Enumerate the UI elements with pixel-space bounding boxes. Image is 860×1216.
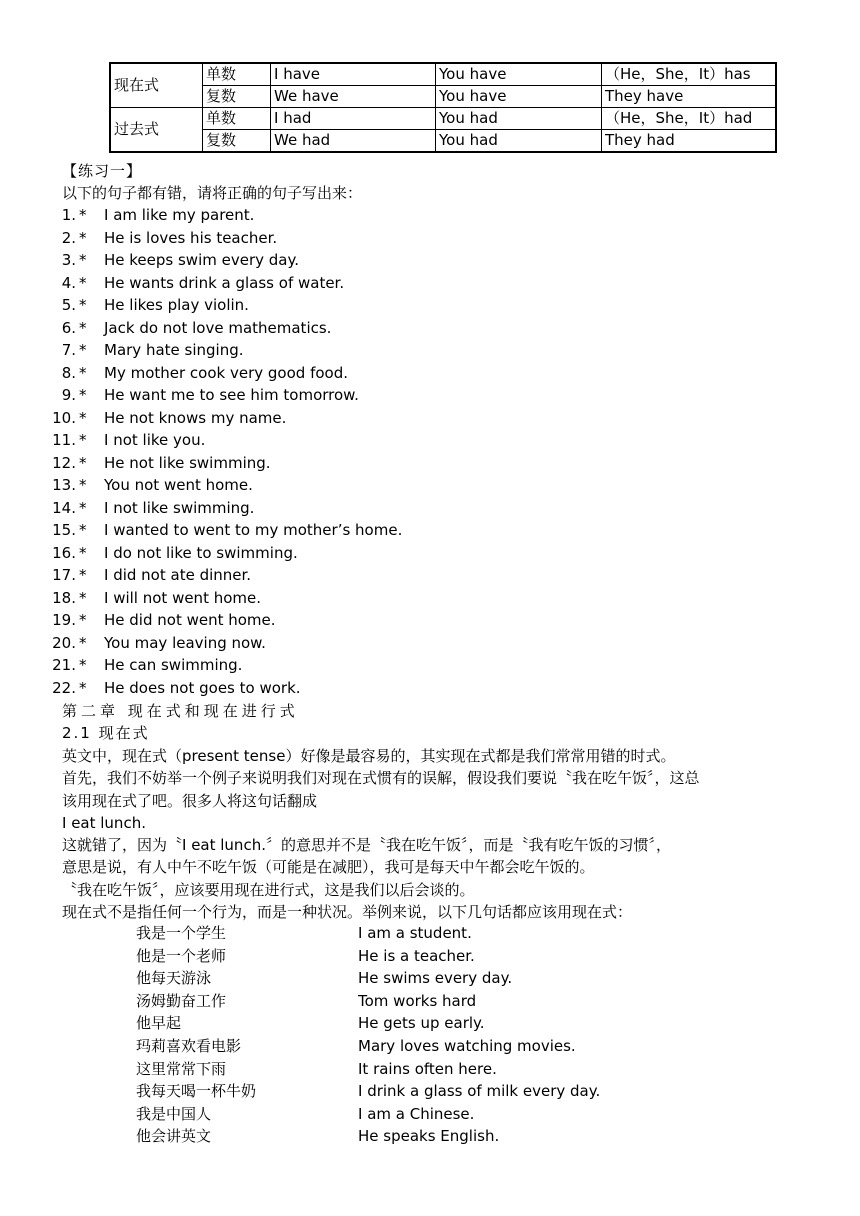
exercise-sentence: I did not ate dinner. [104, 566, 252, 584]
exercise-number: 10. [52, 408, 76, 427]
example-chinese: 我是一个学生 [136, 924, 227, 942]
exercise-heading: 【练习一】 [62, 162, 143, 180]
exercise-sentence: He did not went home. [104, 611, 276, 629]
exercise-number: 16. [52, 543, 76, 562]
example-list [136, 922, 600, 1148]
exercise-number: 17. [52, 566, 76, 584]
exercise-number: 20. [52, 633, 76, 652]
exercise-item [50, 227, 402, 250]
exercise-sentence: He keeps swim every day. [104, 251, 299, 269]
exercise-item [50, 317, 402, 340]
exercise-instruction: 以下的句子都有错，请将正确的句子写出来： [62, 184, 363, 202]
example-row [136, 945, 600, 968]
star-marker: * [79, 566, 87, 584]
second-person-cell: You have [436, 63, 602, 86]
exercise-item [50, 564, 402, 587]
star-marker: * [79, 656, 87, 674]
star-marker: * [79, 408, 87, 427]
exercise-number: 8. [61, 363, 76, 382]
exercise-number: 19. [52, 611, 76, 629]
exercise-item [50, 654, 402, 677]
star-marker: * [79, 296, 87, 314]
exercise-item [50, 542, 402, 565]
example-chinese: 他会讲英文 [136, 1127, 212, 1146]
exercise-sentence: He does not goes to work. [104, 678, 301, 697]
star-marker: * [79, 341, 87, 359]
example-english: Mary loves watching movies. [358, 1036, 576, 1055]
paragraph: 〝我在吃午饭〞，应该要用现在进行式，这是我们以后会谈的。 [62, 881, 475, 899]
exercise-item [50, 204, 402, 227]
example-row [136, 1080, 600, 1103]
example-row [136, 1012, 600, 1035]
exercise-sentence: He not knows my name. [104, 408, 287, 427]
exercise-sentence: He likes play violin. [104, 296, 249, 314]
tense-cell: 现在式 [110, 63, 203, 108]
example-row [136, 967, 600, 990]
star-marker: * [79, 251, 87, 269]
third-person-cell: （He，She，It）has [602, 63, 777, 86]
section-title: 2.1 现在式 [62, 724, 150, 742]
star-marker: * [79, 453, 87, 472]
exercise-number: 3. [61, 251, 76, 269]
exercise-number: 14. [52, 498, 76, 517]
exercise-item [50, 407, 402, 430]
paragraph: 该用现在式了吧。很多人将这句话翻成 [62, 792, 318, 810]
conjugation-table [109, 62, 777, 153]
exercise-sentence: He wants drink a glass of water. [104, 273, 345, 292]
tense-cell: 过去式 [110, 108, 203, 153]
exercise-item [50, 587, 402, 610]
example-row [136, 990, 600, 1013]
paragraph: 这就错了，因为〝I eat lunch.〞的意思并不是〝我在吃午饭〞，而是〝我有吃午饭的习惯〞， [62, 836, 671, 854]
exercise-sentence: I not like swimming. [104, 498, 255, 517]
exercise-number: 22. [52, 678, 76, 697]
exercise-number: 5. [61, 296, 76, 314]
example-english: It rains often here. [358, 1059, 497, 1078]
exercise-item [50, 429, 402, 452]
exercise-list [50, 204, 402, 699]
number-cell: 单数 [203, 63, 271, 86]
star-marker: * [79, 521, 87, 539]
second-person-cell: You had [436, 130, 602, 153]
example-english: Tom works hard [358, 991, 477, 1010]
exercise-number: 15. [52, 521, 76, 539]
example-chinese: 他每天游泳 [136, 969, 212, 988]
example-chinese: 汤姆勤奋工作 [136, 991, 227, 1010]
exercise-number: 7. [61, 341, 76, 359]
star-marker: * [79, 633, 87, 652]
example-chinese: 这里常常下雨 [136, 1059, 227, 1078]
number-cell: 单数 [203, 108, 271, 130]
example-chinese: 我每天喝一杯牛奶 [136, 1082, 257, 1101]
exercise-item [50, 362, 402, 385]
exercise-item [50, 632, 402, 655]
paragraph: 意思是说，有人中午不吃午饭（可能是在减肥），我可是每天中午都会吃午饭的。 [62, 858, 595, 876]
exercise-number: 11. [52, 431, 76, 449]
exercise-item [50, 294, 402, 317]
star-marker: * [79, 206, 87, 224]
example-row [136, 922, 600, 945]
table-row [110, 86, 776, 108]
example-row [136, 1103, 600, 1126]
exercise-sentence: I not like you. [104, 431, 206, 449]
exercise-item [50, 249, 402, 272]
example-row [136, 1058, 600, 1081]
star-marker: * [79, 476, 87, 494]
star-marker: * [79, 273, 87, 292]
exercise-item [50, 452, 402, 475]
exercise-sentence: He not like swimming. [104, 453, 271, 472]
exercise-item [50, 272, 402, 295]
exercise-item [50, 609, 402, 632]
exercise-number: 18. [52, 588, 76, 607]
star-marker: * [79, 363, 87, 382]
exercise-sentence: I wanted to went to my mother’s home. [104, 521, 403, 539]
first-person-cell: We had [271, 130, 436, 153]
example-chinese: 他是一个老师 [136, 946, 227, 965]
number-cell: 复数 [203, 86, 271, 108]
paragraph: 首先，我们不妨举一个例子来说明我们对现在式惯有的误解，假设我们要说〝我在吃午饭〞，这总 [62, 769, 700, 787]
example-english: He speaks English. [358, 1127, 500, 1146]
example-english: I drink a glass of milk every day. [358, 1082, 601, 1101]
exercise-number: 9. [61, 386, 76, 404]
exercise-sentence: I do not like to swimming. [104, 543, 298, 562]
exercise-item [50, 339, 402, 362]
star-marker: * [79, 543, 87, 562]
exercise-sentence: You not went home. [104, 476, 253, 494]
table-row [110, 63, 776, 86]
exercise-sentence: Jack do not love mathematics. [104, 318, 332, 337]
paragraph: 英文中，现在式（present tense）好像是最容易的，其实现在式都是我们常常用错的时式。 [62, 747, 676, 765]
example-chinese: 玛莉喜欢看电影 [136, 1036, 242, 1055]
first-person-cell: I had [271, 108, 436, 130]
second-person-cell: You have [436, 86, 602, 108]
first-person-cell: I have [271, 63, 436, 86]
exercise-sentence: My mother cook very good food. [104, 363, 348, 382]
exercise-sentence: I will not went home. [104, 588, 262, 607]
exercise-item [50, 677, 402, 700]
example-english: I am a Chinese. [358, 1104, 475, 1123]
second-person-cell: You had [436, 108, 602, 130]
exercise-item [50, 474, 402, 497]
example-english: I am a student. [358, 924, 472, 942]
number-cell: 复数 [203, 130, 271, 153]
exercise-number: 6. [61, 318, 76, 337]
third-person-cell: （He，She，It）had [602, 108, 777, 130]
exercise-item [50, 384, 402, 407]
example-chinese: 他早起 [136, 1014, 182, 1033]
third-person-cell: They had [602, 130, 777, 153]
example-english: He swims every day. [358, 969, 513, 988]
exercise-sentence: I am like my parent. [104, 206, 255, 224]
star-marker: * [79, 498, 87, 517]
exercise-number: 13. [52, 476, 76, 494]
exercise-item [50, 519, 402, 542]
exercise-sentence: He want me to see him tomorrow. [104, 386, 359, 404]
star-marker: * [79, 386, 87, 404]
star-marker: * [79, 588, 87, 607]
exercise-sentence: He is loves his teacher. [104, 228, 278, 247]
paragraph: 现在式不是指任何一个行为，而是一种状况。举例来说，以下几句话都应该用现在式： [62, 903, 633, 921]
paragraph: I eat lunch. [62, 814, 146, 832]
first-person-cell: We have [271, 86, 436, 108]
example-english: He is a teacher. [358, 946, 475, 965]
star-marker: * [79, 431, 87, 449]
table-row [110, 130, 776, 153]
example-english: He gets up early. [358, 1014, 485, 1033]
exercise-sentence: Mary hate singing. [104, 341, 244, 359]
chapter-title: 第二章 现在式和现在进行式 [62, 702, 299, 720]
exercise-number: 12. [52, 453, 76, 472]
table-row [110, 108, 776, 130]
example-chinese: 我是中国人 [136, 1104, 212, 1123]
exercise-number: 21. [52, 656, 76, 674]
star-marker: * [79, 611, 87, 629]
example-row [136, 1125, 600, 1148]
example-row [136, 1035, 600, 1058]
exercise-sentence: He can swimming. [104, 656, 243, 674]
exercise-number: 1. [61, 206, 76, 224]
exercise-sentence: You may leaving now. [104, 633, 266, 652]
exercise-item [50, 497, 402, 520]
star-marker: * [79, 318, 87, 337]
star-marker: * [79, 228, 87, 247]
exercise-number: 4. [61, 273, 76, 292]
star-marker: * [79, 678, 87, 697]
third-person-cell: They have [602, 86, 777, 108]
exercise-number: 2. [61, 228, 76, 247]
